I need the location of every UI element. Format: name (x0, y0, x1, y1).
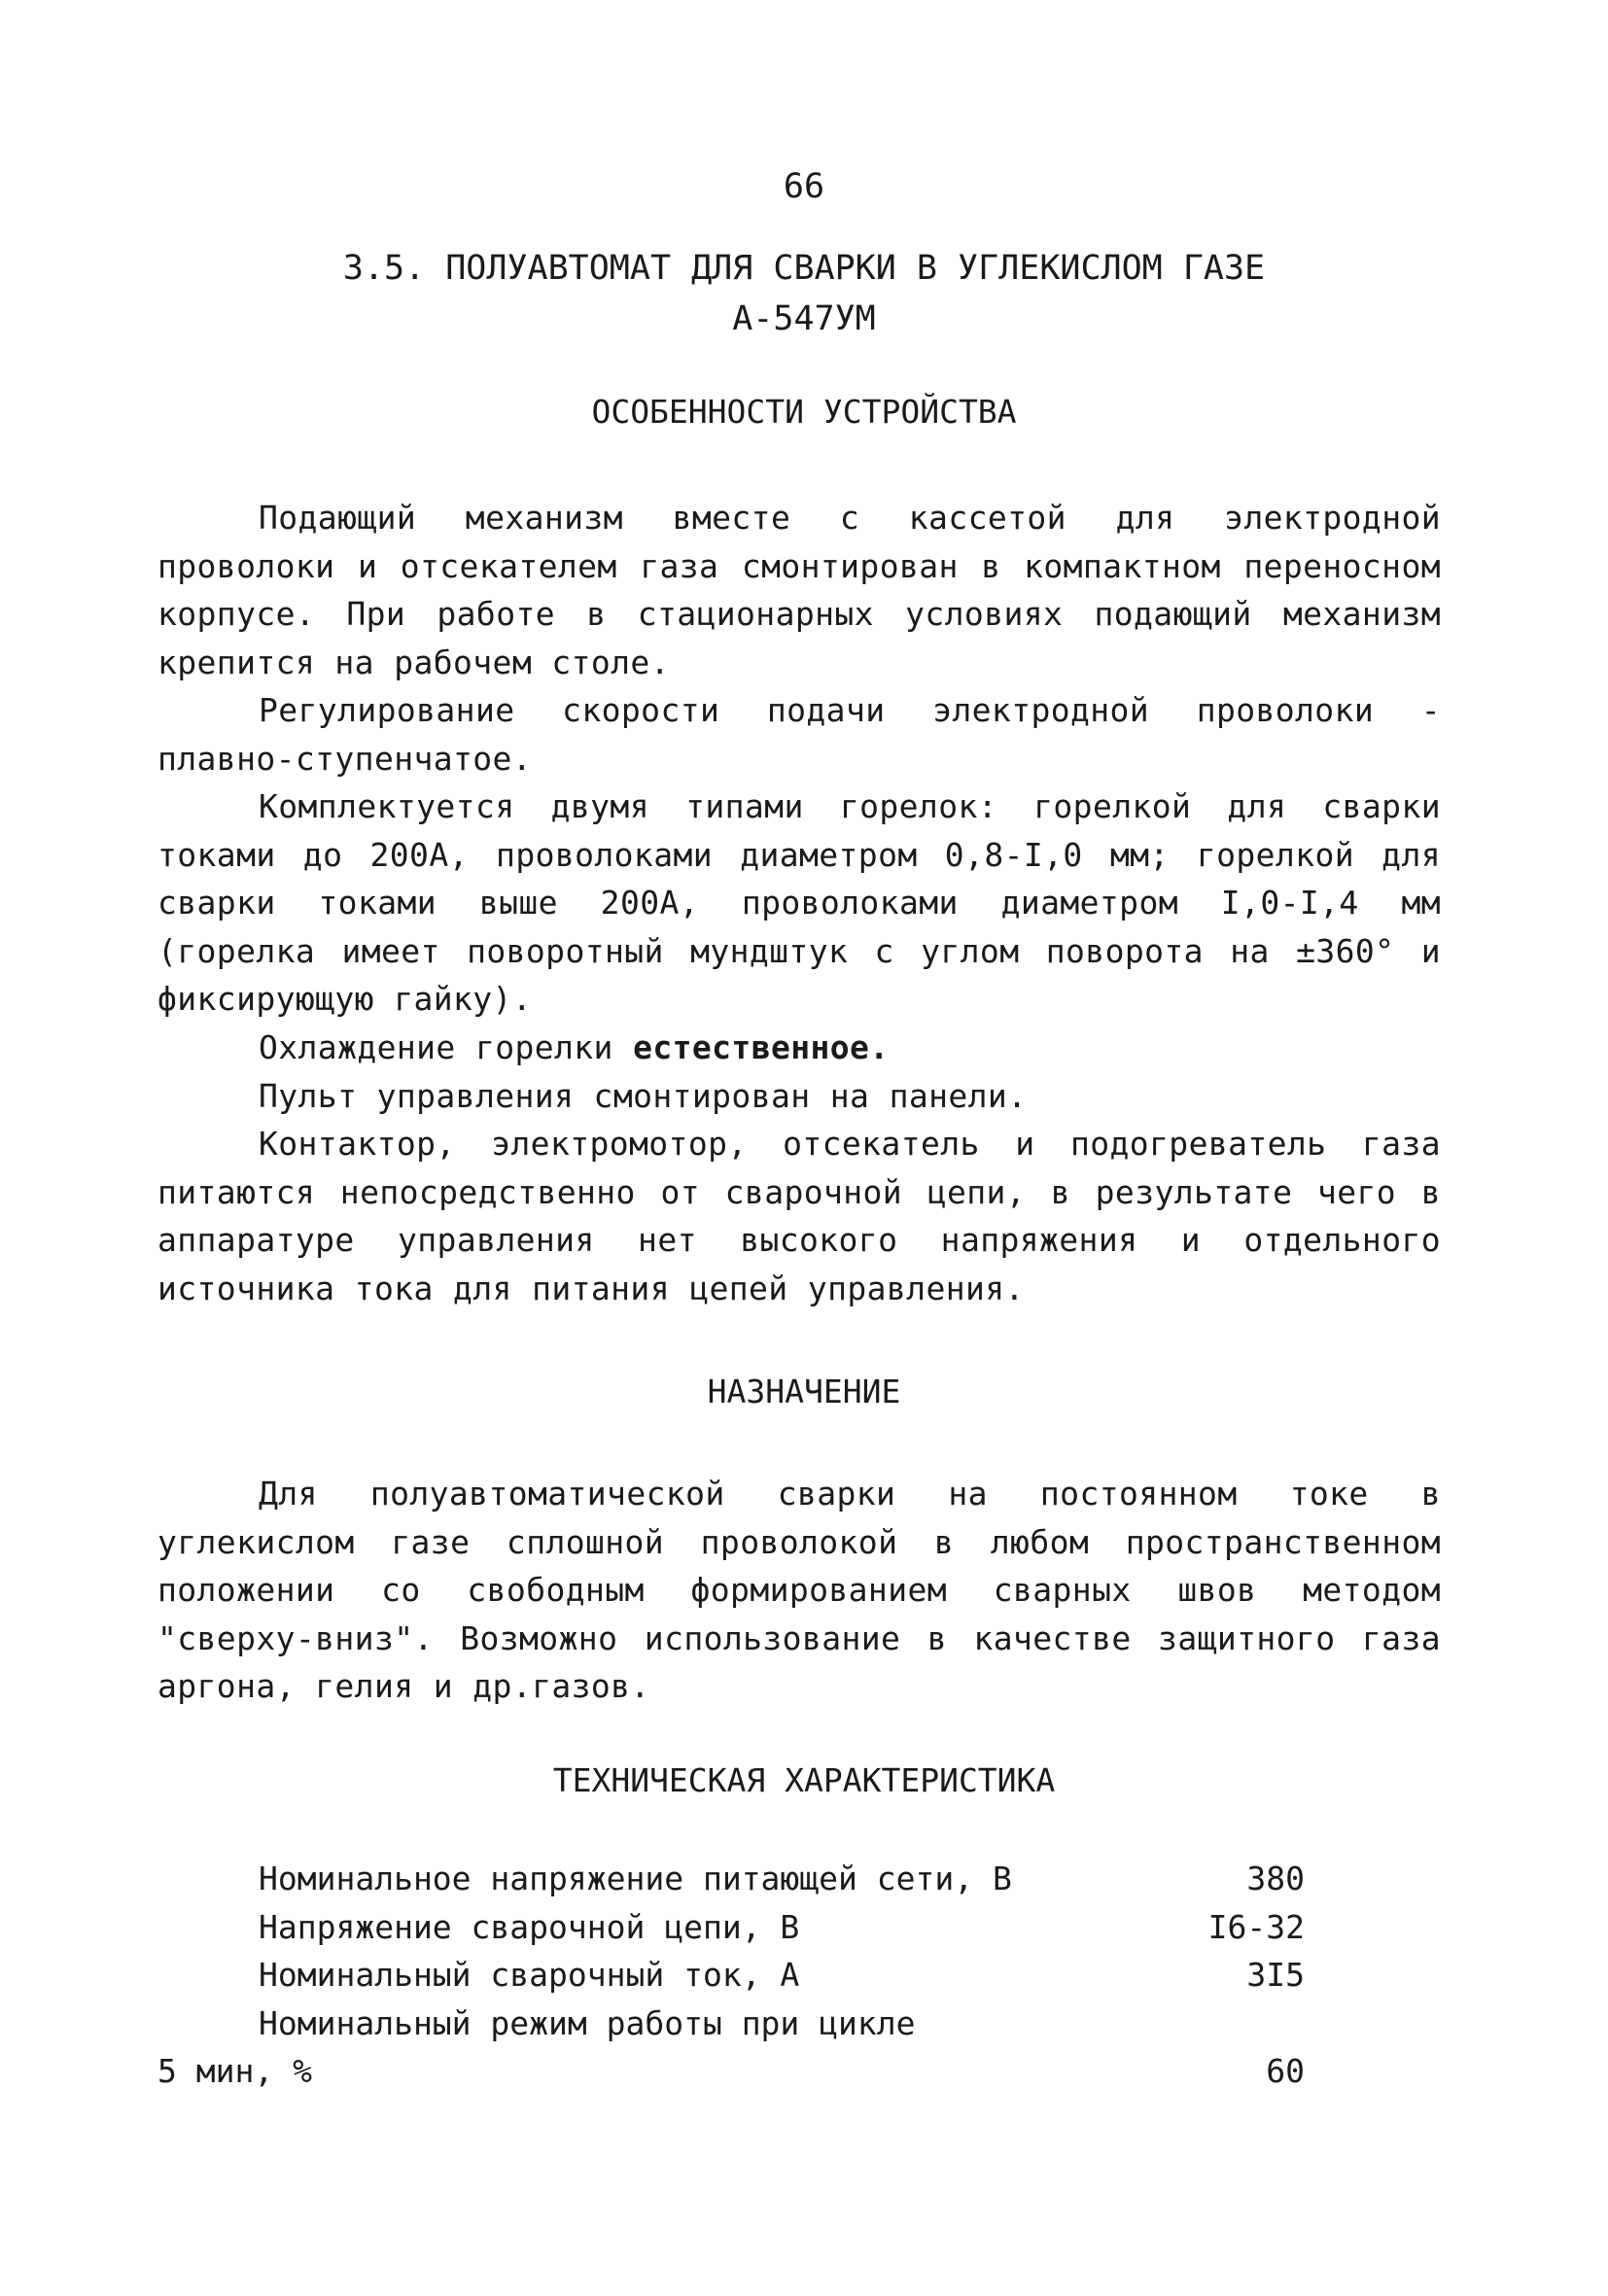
spec-row (157, 1951, 1305, 2000)
spec-label: Номинальный режим работы при цикле (259, 2003, 916, 2042)
features-paragraph-3: Комплектуется двумя типами горелок: горелкой для сварки токами до 200А, проволоками диаметром 0,8-I,0 мм; горелкой для сварки токами выше 200А, проволоками диаметром I,0-I,4 мм (горелка имеет поворотный мундштук с углом поворота на ±360° и фиксирующую гайку). (157, 787, 1441, 1018)
purpose-heading: НАЗНАЧЕНИЕ (707, 1373, 901, 1410)
spec-value: I6-32 (1207, 1907, 1305, 1946)
features-paragraph-4: Охлаждение горелки естественное. (259, 1028, 890, 1066)
section-title-line-1: 3.5. ПОЛУАВТОМАТ ДЛЯ СВАРКИ В УГЛЕКИСЛОМ ГАЗЕ (342, 249, 1266, 288)
section-title-line-2: А-547УМ (732, 299, 876, 338)
features-paragraph-1: Подающий механизм вместе с кассетой для электродной проволоки и отсекателем газа смонтирован в компактном переносном корпусе. При работе в стационарных условиях подающий механизм крепится на рабочем столе. (157, 499, 1441, 681)
spec-row (157, 2000, 1305, 2048)
spec-row (157, 1903, 1305, 1952)
spec-value: 380 (1246, 1860, 1305, 1897)
spec-label: Номинальное напряжение питающей сети, В (259, 1860, 1012, 1897)
spec-value: 60 (1266, 2052, 1305, 2090)
spec-row (157, 1855, 1305, 1903)
section-title (0, 243, 1608, 344)
page-number: 66 (783, 167, 825, 206)
spec-label: 5 мин, % (157, 2052, 312, 2090)
spec-label: Номинальный сварочный ток, А (259, 1956, 800, 1994)
spec-row (157, 2047, 1305, 2096)
features-paragraph-5: Пульт управления смонтирован на панели. (259, 1077, 1028, 1115)
spec-value: 3I5 (1246, 1956, 1305, 1994)
features-paragraph-2: Регулирование скорости подачи электродной проволоки - плавно-ступенчатое. (157, 691, 1441, 778)
features-paragraph-6: Контактор, электромотор, отсекатель и подогреватель газа питаются непосредственно от сварочной цепи, в результате чего в аппаратуре управления нет высокого напряжения и отдельного источника тока для питания цепей управления. (157, 1125, 1441, 1307)
spec-label: Напряжение сварочной цепи, В (259, 1907, 800, 1946)
specs-heading: ТЕХНИЧЕСКАЯ ХАРАКТЕРИСТИКА (552, 1761, 1056, 1799)
purpose-paragraph: Для полуавтоматической сварки на постоянном токе в углекислом газе сплошной проволокой в любом пространственном положении со свободным формированием сварных швов методом "сверху-вниз". Возможно использование в качестве защитного газа аргона, гелия и др.газов. (157, 1475, 1441, 1705)
specs-table (157, 1855, 1305, 2096)
features-heading: ОСОБЕННОСТИ УСТРОЙСТВА (591, 393, 1017, 431)
cooling-type-bold: естественное. (633, 1028, 890, 1066)
